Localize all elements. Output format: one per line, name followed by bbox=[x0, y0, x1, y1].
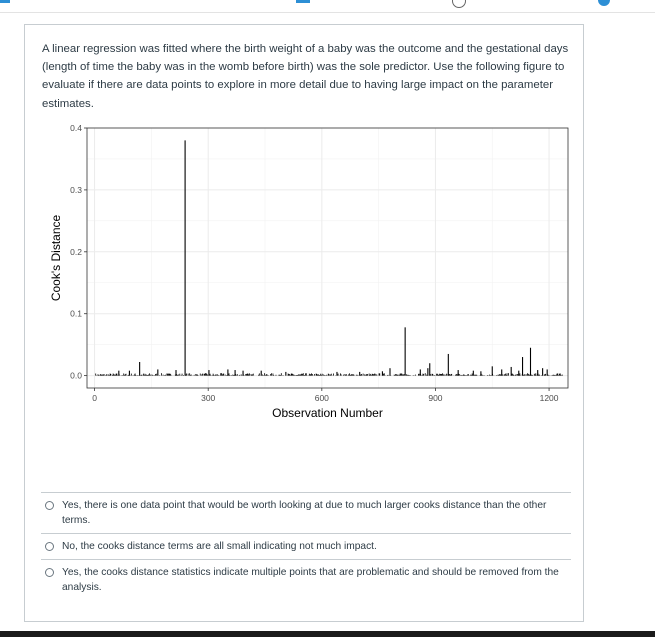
plot-panel bbox=[87, 128, 568, 388]
y-tick-label: 0.0 bbox=[70, 370, 82, 381]
x-tick-label: 1200 bbox=[539, 393, 559, 403]
radio-button-icon[interactable] bbox=[45, 501, 54, 510]
top-accent-left bbox=[0, 0, 10, 3]
question-text: A linear regression was fitted where the birth weight of a baby was the outcome and the gestational days (length of time the baby was in the womb before birth) was the sole predictor. Use the following figure to evaluate if there are data points to explore in more detail due to having large impact on the parameter estimates. bbox=[42, 43, 569, 110]
answer-label: No, the cooks distance terms are all small indicating not much impact. bbox=[62, 541, 377, 552]
bottom-bar bbox=[0, 631, 655, 637]
x-tick-label: 300 bbox=[201, 393, 216, 403]
y-tick-label: 0.2 bbox=[70, 246, 82, 257]
top-accent-mid bbox=[296, 0, 310, 3]
answer-list bbox=[41, 492, 571, 600]
chart-svg bbox=[33, 120, 573, 440]
question-card bbox=[24, 24, 584, 622]
top-dot-icon bbox=[598, 0, 610, 6]
y-axis-title: Cook's Distance bbox=[49, 214, 63, 302]
answer-label: Yes, there is one data point that would be worth looking at due to much larger cooks distance than the other terms. bbox=[62, 500, 547, 526]
x-tick-label: 0 bbox=[92, 393, 97, 403]
radio-button-icon[interactable] bbox=[45, 542, 54, 551]
x-tick-label: 900 bbox=[428, 393, 443, 403]
x-tick-label: 600 bbox=[314, 393, 329, 403]
answer-option-1[interactable] bbox=[41, 492, 571, 533]
top-circle-icon bbox=[452, 0, 466, 8]
radio-button-icon[interactable] bbox=[45, 568, 54, 577]
answer-label: Yes, the cooks distance statistics indicate multiple points that are problematic and should be removed from the analysis. bbox=[62, 567, 559, 593]
x-axis-title: Observation Number bbox=[272, 406, 383, 420]
answer-option-2[interactable] bbox=[41, 533, 571, 559]
y-tick-label: 0.4 bbox=[70, 123, 82, 133]
y-tick-label: 0.1 bbox=[70, 308, 82, 319]
y-tick-label: 0.3 bbox=[70, 184, 82, 195]
top-divider bbox=[0, 12, 655, 13]
cooks-distance-chart bbox=[33, 120, 573, 440]
answer-option-3[interactable] bbox=[41, 559, 571, 600]
